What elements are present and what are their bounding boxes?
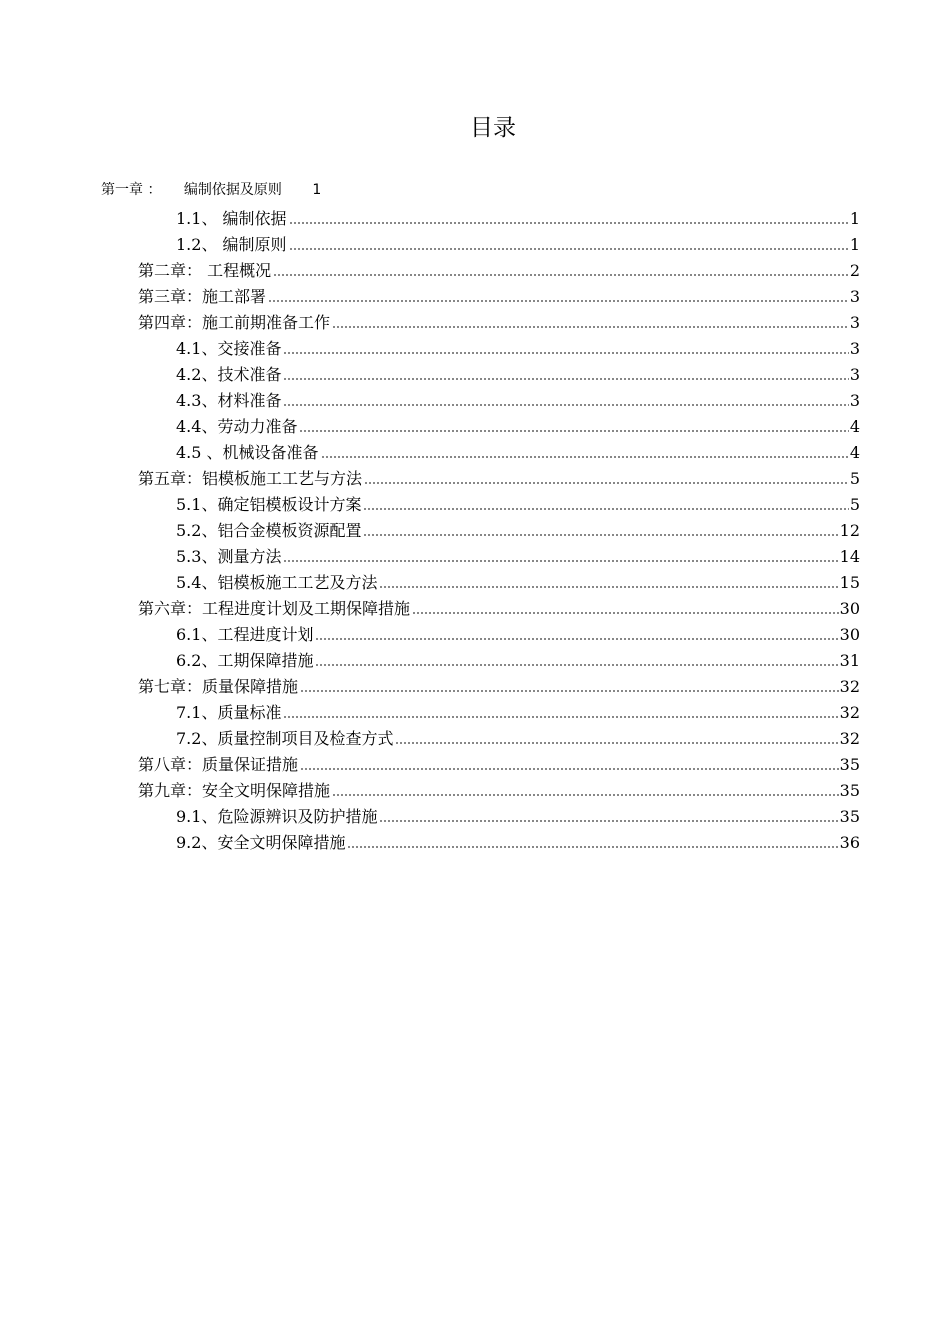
toc-entry-label: 4.5 、机械设备准备 — [176, 443, 319, 462]
toc-entry[interactable] — [0, 828, 860, 854]
toc-entry-page: 4 — [849, 443, 860, 462]
toc-entry-label: 9.2、安全文明保障措施 — [176, 833, 346, 852]
toc-title: 目录 — [470, 115, 516, 141]
toc-entry-label: 1.1、 编制依据 — [176, 209, 287, 228]
toc-entry-label: 6.1、工程进度计划 — [176, 625, 314, 644]
toc-entry[interactable] — [0, 776, 860, 802]
toc-entry-page: 1 — [849, 235, 860, 254]
toc-entry[interactable] — [0, 568, 860, 594]
toc-entry[interactable] — [0, 360, 860, 386]
dot-leader — [412, 611, 839, 615]
toc-entry-page: 3 — [849, 391, 860, 410]
toc-entry-label: 4.3、材料准备 — [176, 391, 282, 410]
dot-leader — [315, 663, 838, 667]
toc-entry-page: 14 — [839, 547, 860, 566]
toc-entry[interactable] — [0, 308, 860, 334]
toc-entry-label: 4.4、劳动力准备 — [176, 417, 298, 436]
toc-entry[interactable] — [0, 594, 860, 620]
toc-entry-label: 5.2、铝合金模板资源配置 — [176, 521, 362, 540]
dot-leader — [289, 221, 849, 225]
toc-entry-page: 30 — [839, 599, 860, 618]
dot-leader — [379, 819, 838, 823]
dot-leader — [283, 351, 848, 355]
toc-entry[interactable] — [0, 204, 860, 230]
toc-list — [0, 204, 950, 854]
toc-entry-page: 32 — [839, 677, 860, 696]
toc-entry-page: 3 — [849, 287, 860, 306]
dot-leader — [300, 689, 839, 693]
toc-entry-label: 第五章：铝模板施工工艺与方法 — [138, 469, 363, 488]
toc-entry[interactable] — [0, 386, 860, 412]
dot-leader — [268, 299, 849, 303]
toc-entry-page: 5 — [849, 495, 860, 514]
toc-entry-label: 5.4、铝模板施工工艺及方法 — [176, 573, 378, 592]
toc-entry-label: 5.1、确定铝模板设计方案 — [176, 495, 362, 514]
toc-entry[interactable] — [0, 646, 860, 672]
toc-entry-label: 第六章：工程进度计划及工期保障措施 — [138, 599, 411, 618]
dot-leader — [332, 793, 839, 797]
toc-entry-label: 第三章：施工部署 — [138, 287, 267, 306]
toc-entry-page: 3 — [849, 365, 860, 384]
toc-entry-label: 第四章：施工前期准备工作 — [138, 313, 331, 332]
dot-leader — [347, 845, 838, 849]
toc-chapter-number: 第一章 ： — [101, 182, 162, 198]
dot-leader — [332, 325, 849, 329]
toc-entry-label: 1.2、 编制原则 — [176, 235, 287, 254]
toc-entry-page: 36 — [839, 833, 860, 852]
dot-leader — [289, 247, 849, 251]
toc-entry[interactable] — [0, 802, 860, 828]
toc-entry-label: 第二章： 工程概况 — [138, 261, 272, 280]
toc-entry-label: 第九章：安全文明保障措施 — [138, 781, 331, 800]
toc-entry[interactable] — [0, 230, 860, 256]
toc-entry-label: 5.3、测量方法 — [176, 547, 282, 566]
toc-entry-page: 32 — [839, 729, 860, 748]
toc-entry-page: 1 — [312, 182, 322, 198]
toc-entry-page: 2 — [849, 261, 860, 280]
toc-entry-label: 7.1、质量标准 — [176, 703, 282, 722]
toc-entry[interactable] — [0, 490, 860, 516]
dot-leader — [299, 429, 848, 433]
toc-entry-label: 第八章：质量保证措施 — [138, 755, 299, 774]
toc-entry-label: 4.2、技术准备 — [176, 365, 282, 384]
dot-leader — [283, 559, 838, 563]
toc-entry-page: 30 — [839, 625, 860, 644]
toc-entry-page: 5 — [849, 469, 860, 488]
dot-leader — [283, 377, 848, 381]
toc-entry-chapter-1[interactable] — [101, 180, 321, 200]
toc-entry-page: 3 — [849, 339, 860, 358]
toc-entry[interactable] — [0, 282, 860, 308]
toc-entry-page: 1 — [849, 209, 860, 228]
toc-entry[interactable] — [0, 750, 860, 776]
toc-entry-page: 15 — [839, 573, 860, 592]
toc-entry-page: 3 — [849, 313, 860, 332]
toc-entry-label: 6.2、工期保障措施 — [176, 651, 314, 670]
dot-leader — [379, 585, 838, 589]
toc-entry-page: 12 — [839, 521, 860, 540]
dot-leader — [363, 533, 838, 537]
toc-entry[interactable] — [0, 438, 860, 464]
toc-entry[interactable] — [0, 334, 860, 360]
toc-entry-label: 9.1、危险源辨识及防护措施 — [176, 807, 378, 826]
toc-entry-label: 7.2、质量控制项目及检查方式 — [176, 729, 394, 748]
dot-leader — [300, 767, 839, 771]
toc-entry-label: 第七章：质量保障措施 — [138, 677, 299, 696]
dot-leader — [364, 481, 849, 485]
toc-entry-label: 编制依据及原则 — [183, 182, 282, 198]
toc-entry-page: 35 — [839, 755, 860, 774]
toc-entry-label: 4.1、交接准备 — [176, 339, 282, 358]
toc-entry-page: 35 — [839, 807, 860, 826]
dot-leader — [363, 507, 848, 511]
dot-leader — [273, 273, 849, 277]
toc-entry-page: 32 — [839, 703, 860, 722]
toc-entry[interactable] — [0, 620, 860, 646]
toc-entry[interactable] — [0, 672, 860, 698]
toc-entry[interactable] — [0, 698, 860, 724]
dot-leader — [315, 637, 838, 641]
dot-leader — [395, 741, 838, 745]
toc-entry-page: 35 — [839, 781, 860, 800]
dot-leader — [321, 455, 849, 459]
toc-entry[interactable] — [0, 724, 860, 750]
toc-entry-page: 31 — [839, 651, 860, 670]
dot-leader — [283, 403, 848, 407]
toc-entry[interactable] — [0, 464, 860, 490]
toc-entry-page: 4 — [849, 417, 860, 436]
dot-leader — [283, 715, 838, 719]
toc-entry[interactable] — [0, 516, 860, 542]
toc-entry[interactable] — [0, 542, 860, 568]
toc-entry[interactable] — [0, 256, 860, 282]
toc-entry[interactable] — [0, 412, 860, 438]
